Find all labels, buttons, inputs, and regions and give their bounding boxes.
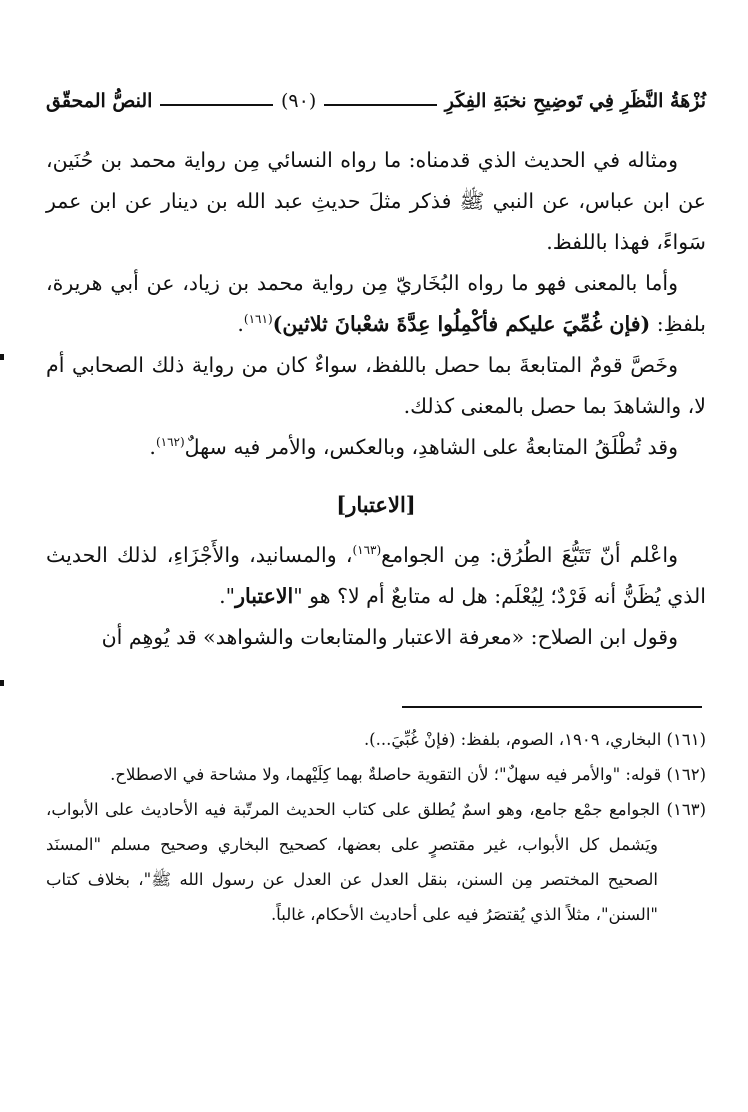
running-header: [46, 84, 706, 118]
footnote-separator: [402, 706, 702, 708]
paragraph: ومثاله في الحديث الذي قدمناه: ما رواه النسائي مِن رواية محمد بن حُنَين، عن ابن عباس، عن النبي ﷺ فذكر مثلَ حديثِ عبد الله بن دينار عن ابن عمر سَواءً، فهذا باللفظ.: [46, 148, 706, 254]
footnote-163: (١٦٣) الجوامع جمْع جامع، وهو اسمٌ يُطلق على كتاب الحديث المرتّبة فيه الأحاديث على الأبواب، ويَشمل كل الأبواب، غير مقتصرٍ على بعضها، كصحيح البخاري وصحيح مسلم "المسنَد الصحيح المختصر مِن السنن، بنقل العدل عن العدل عن رسول الله ﷺ"، بخلاف كتاب "السنن"، مثلاً الذي يُقتصَرُ فيه على أحاديث الأحكام، غالباً.: [46, 800, 706, 924]
paragraph-text: ".: [219, 584, 236, 608]
paragraph-text: وقد تُطْلَقُ المتابعةُ على الشاهدِ، وبالعكس، والأمر فيه سهلٌ: [184, 435, 678, 459]
footnote-161: (١٦١) البخاري، ١٩٠٩، الصوم، بلفظ: (فإنْ غُبِّيَ...).: [363, 730, 706, 749]
section-label: النصُّ المحقّق: [45, 90, 153, 112]
footnote-162: (١٦٢) قوله: "والأمر فيه سهلٌ"؛ لأن التقوية حاصلةٌ بهما كِلَيْهما، ولا مشاحة في الاصطلاح.: [110, 765, 706, 784]
paragraph: وخَصَّ قومٌ المتابعةَ بما حصل باللفظ، سواءٌ كان من رواية ذلك الصحابي أم لا، والشاهدَ بما حصل بالمعنى كذلك.: [46, 353, 706, 418]
key-term: الاعتبار: [235, 584, 294, 608]
header-rule: [160, 104, 273, 106]
paragraph-text: وأما بالمعنى فهو ما رواه البُخَاريّ مِن رواية محمد بن زياد، عن أبي هريرة، بلفظِ:: [46, 271, 706, 336]
paragraph: وقول ابن الصلاح: «معرفة الاعتبار والمتابعات والشواهد» قد يُوهِم أن: [101, 625, 678, 649]
margin-mark: [0, 354, 4, 360]
paragraph: وقد تُطْلَقُ المتابعةُ على الشاهدِ، وبالعكس، والأمر فيه سهلٌ$^{(١٦٢)}$.: [149, 435, 678, 459]
footnotes: [46, 722, 706, 932]
page-number: (٩٠): [280, 90, 317, 112]
paragraph: [46, 535, 706, 617]
paragraph-text: ، والمسانيد، والأَجْزَاءِ، لذلك الحديث الذي يُظَنُّ أنه فَرْدٌ؛ لِيُعْلَم: هل له متابعٌ أم لا؟ هو ": [46, 543, 706, 608]
footnote-ref-163[interactable]: (١٦٣): [352, 543, 382, 558]
margin-mark: [0, 680, 4, 686]
paragraph: وأما بالمعنى فهو ما رواه البُخَاريّ مِن رواية محمد بن زياد، عن أبي هريرة، بلفظِ: (فإن غُمِّيَ عليكم فأكْمِلُوا عِدَّةَ شعْبانَ ثلاثين)$^{(١٦١)}$.: [46, 271, 706, 336]
header-rule: [324, 104, 437, 106]
footnote-ref-162[interactable]: (١٦٢): [155, 435, 185, 450]
footnote-ref-161[interactable]: (١٦١): [243, 312, 273, 327]
main-text: [46, 140, 706, 658]
hadith-quote: (فإن غُمِّيَ عليكم فأكْمِلُوا عِدَّةَ شعْبانَ ثلاثين): [272, 312, 651, 336]
running-title: نُزْهَةُ النَّظَرِ فِي تَوضِيحِ نخبَةِ الفِكَرِ: [444, 90, 706, 112]
paragraph-text: واعْلم أنّ تَتَبُّعَ الطُرُق: مِن الجوامع: [381, 543, 678, 567]
section-heading: [الاعتبار]: [336, 492, 416, 517]
